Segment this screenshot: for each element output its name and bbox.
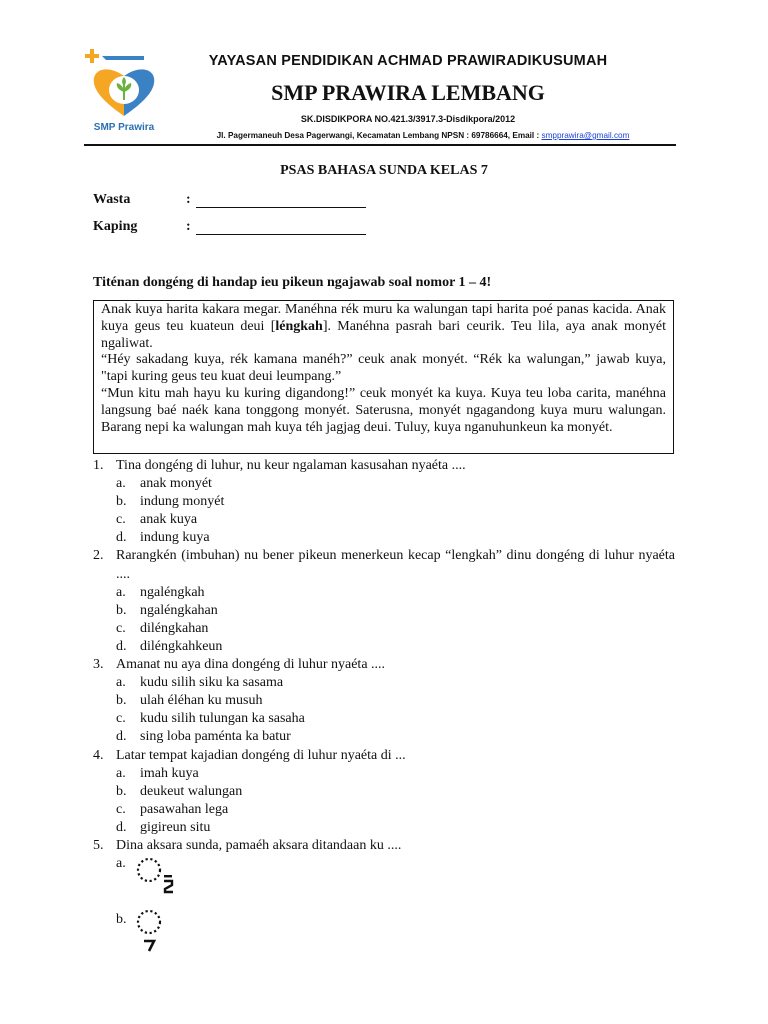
question-text: Latar tempat kajadian dongéng di luhur nyaéta di ... bbox=[116, 747, 406, 763]
answer-option[interactable] bbox=[93, 801, 675, 819]
question-text: Tina dongéng di luhur, nu keur ngalaman kasusahan nyaéta .... bbox=[116, 458, 466, 473]
question-stem bbox=[93, 747, 675, 765]
option-letter: b. bbox=[116, 693, 127, 709]
question-3 bbox=[93, 656, 675, 746]
answer-option[interactable] bbox=[93, 529, 675, 547]
answer-option[interactable] bbox=[93, 620, 675, 638]
option-text: deukeut walungan bbox=[140, 783, 243, 799]
answer-option[interactable] bbox=[93, 819, 675, 837]
question-stem bbox=[93, 656, 675, 674]
option-text: kudu silih siku ka sasama bbox=[140, 675, 284, 691]
answer-option[interactable] bbox=[93, 584, 675, 602]
answer-option[interactable] bbox=[93, 475, 675, 493]
option-letter: b. bbox=[116, 602, 127, 618]
address-text: Jl. Pagermaneuh Desa Pagerwangi, Kecamatan Lembang NPSN : 69786664, Email : bbox=[216, 131, 542, 140]
question-stem bbox=[93, 547, 675, 583]
answer-option[interactable] bbox=[93, 674, 675, 692]
option-text: anak monyét bbox=[140, 476, 212, 492]
answer-option[interactable] bbox=[93, 638, 675, 656]
answer-option[interactable] bbox=[93, 710, 675, 728]
story-p1-before: Anak kuya harita kakara megar. Manéhna rék muru ka walungan tapi harita poé panas kacida. Anak kuya geus teu kuateun deui [ bbox=[101, 302, 666, 334]
answer-option[interactable] bbox=[93, 692, 675, 710]
question-text: Rarangkén (imbuhan) nu bener pikeun menerkeun kecap “lengkah” dinu dongéng di luhur nyaéta .... bbox=[116, 548, 675, 582]
option-text: imah kuya bbox=[140, 765, 199, 781]
aksara-pamaeh-option-b-icon bbox=[132, 907, 172, 953]
story-paragraph-3: “Mun kitu mah hayu ku kuring digandong!” ceuk monyét ka kuya. Kuya teu loba carita, manéhna langsung baé naék kana tonggong monyét. Saterusna, monyét ngagandong kuya muru walungan. Barang nepi ka walungan mah kuya téh jagjag deui. Tuluy, kuya nganuhunkeun ka monyét. bbox=[101, 385, 666, 435]
option-text: kudu silih tulungan ka sasaha bbox=[140, 711, 305, 727]
option-text: sing loba paménta ka batur bbox=[140, 729, 291, 745]
option-text: ngaléngkahan bbox=[140, 602, 218, 618]
option-letter: a. bbox=[116, 856, 126, 872]
story-paragraph-1 bbox=[101, 302, 666, 352]
option-letter: b. bbox=[116, 783, 127, 799]
date-field-row bbox=[93, 219, 383, 239]
question-number: 2. bbox=[93, 548, 104, 564]
option-letter: c. bbox=[116, 801, 126, 817]
date-colon: : bbox=[186, 219, 191, 234]
option-letter: d. bbox=[116, 638, 127, 654]
answer-option[interactable] bbox=[93, 765, 675, 783]
question-1 bbox=[93, 457, 675, 547]
answer-option[interactable] bbox=[93, 855, 675, 911]
option-letter: d. bbox=[116, 729, 127, 745]
option-text: ngaléngkah bbox=[140, 584, 205, 600]
school-logo bbox=[84, 46, 164, 138]
question-stem bbox=[93, 837, 675, 855]
reading-instruction: Titénan dongéng di handap ieu pikeun ngajawab soal nomor 1 – 4! bbox=[93, 275, 492, 290]
option-letter: b. bbox=[116, 912, 127, 928]
date-label: Kaping bbox=[93, 219, 138, 234]
option-text: anak kuya bbox=[140, 512, 198, 528]
question-4 bbox=[93, 747, 675, 837]
story-p1-after: ]. Manéhna pasrah bari ceurik. Teu lila, aya anak monyét ngaliwat. bbox=[101, 318, 666, 351]
answer-option[interactable] bbox=[93, 911, 675, 955]
option-letter: d. bbox=[116, 819, 127, 835]
answer-option[interactable] bbox=[93, 511, 675, 529]
option-text: pasawahan lega bbox=[140, 801, 229, 817]
name-field-row bbox=[93, 192, 383, 212]
header-divider bbox=[84, 144, 676, 146]
logo-label: SMP Prawira bbox=[93, 122, 155, 133]
option-text: ulah éléhan ku musuh bbox=[140, 693, 263, 709]
question-number: 3. bbox=[93, 657, 104, 673]
option-text: indung kuya bbox=[140, 530, 210, 546]
option-letter: c. bbox=[116, 620, 126, 636]
decree-number: SK.DISDIKPORA NO.421.3/3917.3-Disdikpora/2012 bbox=[300, 114, 516, 124]
school-name: SMP PRAWIRA LEMBANG bbox=[271, 80, 545, 105]
option-letter: a. bbox=[116, 765, 126, 781]
option-letter: c. bbox=[116, 512, 126, 528]
option-letter: a. bbox=[116, 476, 126, 492]
question-5 bbox=[93, 837, 675, 955]
answer-option[interactable] bbox=[93, 493, 675, 511]
question-number: 5. bbox=[93, 837, 104, 853]
question-stem bbox=[93, 457, 675, 475]
option-letter: a. bbox=[116, 675, 126, 691]
exam-title: PSAS BAHASA SUNDA KELAS 7 bbox=[280, 163, 488, 178]
question-number: 1. bbox=[93, 458, 104, 473]
option-letter: c. bbox=[116, 711, 126, 727]
answer-option[interactable] bbox=[93, 728, 675, 746]
option-text: diléngkahkeun bbox=[140, 638, 223, 654]
option-text: indung monyét bbox=[140, 494, 225, 510]
option-letter: d. bbox=[116, 530, 127, 546]
story-paragraph-2: “Héy sakadang kuya, rék kamana manéh?” ceuk anak monyét. “Rék ka walungan,” jawab kuya, "tapi kuring geus teu kuat deui leumpang.” bbox=[101, 352, 666, 385]
question-text: Dina aksara sunda, pamaéh aksara ditandaan ku .... bbox=[116, 837, 402, 853]
question-number: 4. bbox=[93, 747, 104, 763]
name-label: Wasta bbox=[93, 192, 131, 207]
school-address bbox=[173, 131, 673, 140]
story-box bbox=[93, 300, 674, 454]
question-list bbox=[93, 457, 675, 955]
option-letter: a. bbox=[116, 584, 126, 600]
logo-emblem-icon bbox=[84, 46, 164, 122]
email-link[interactable]: smpprawira@gmail.com bbox=[541, 131, 630, 140]
name-colon: : bbox=[186, 192, 191, 207]
foundation-name: YAYASAN PENDIDIKAN ACHMAD PRAWIRADIKUSUMAH bbox=[208, 53, 608, 69]
answer-option[interactable] bbox=[93, 602, 675, 620]
option-text: gigireun situ bbox=[140, 819, 211, 835]
question-text: Amanat nu aya dina dongéng di luhur nyaéta .... bbox=[116, 657, 386, 673]
question-2 bbox=[93, 547, 675, 656]
story-p1-bold: léngkah bbox=[275, 318, 323, 334]
option-letter: b. bbox=[116, 494, 127, 510]
name-blank-line[interactable] bbox=[196, 207, 366, 208]
aksara-pamaeh-option-a-icon bbox=[132, 855, 182, 897]
date-blank-line[interactable] bbox=[196, 234, 366, 235]
option-text: diléngkahan bbox=[140, 620, 209, 636]
answer-option[interactable] bbox=[93, 783, 675, 801]
